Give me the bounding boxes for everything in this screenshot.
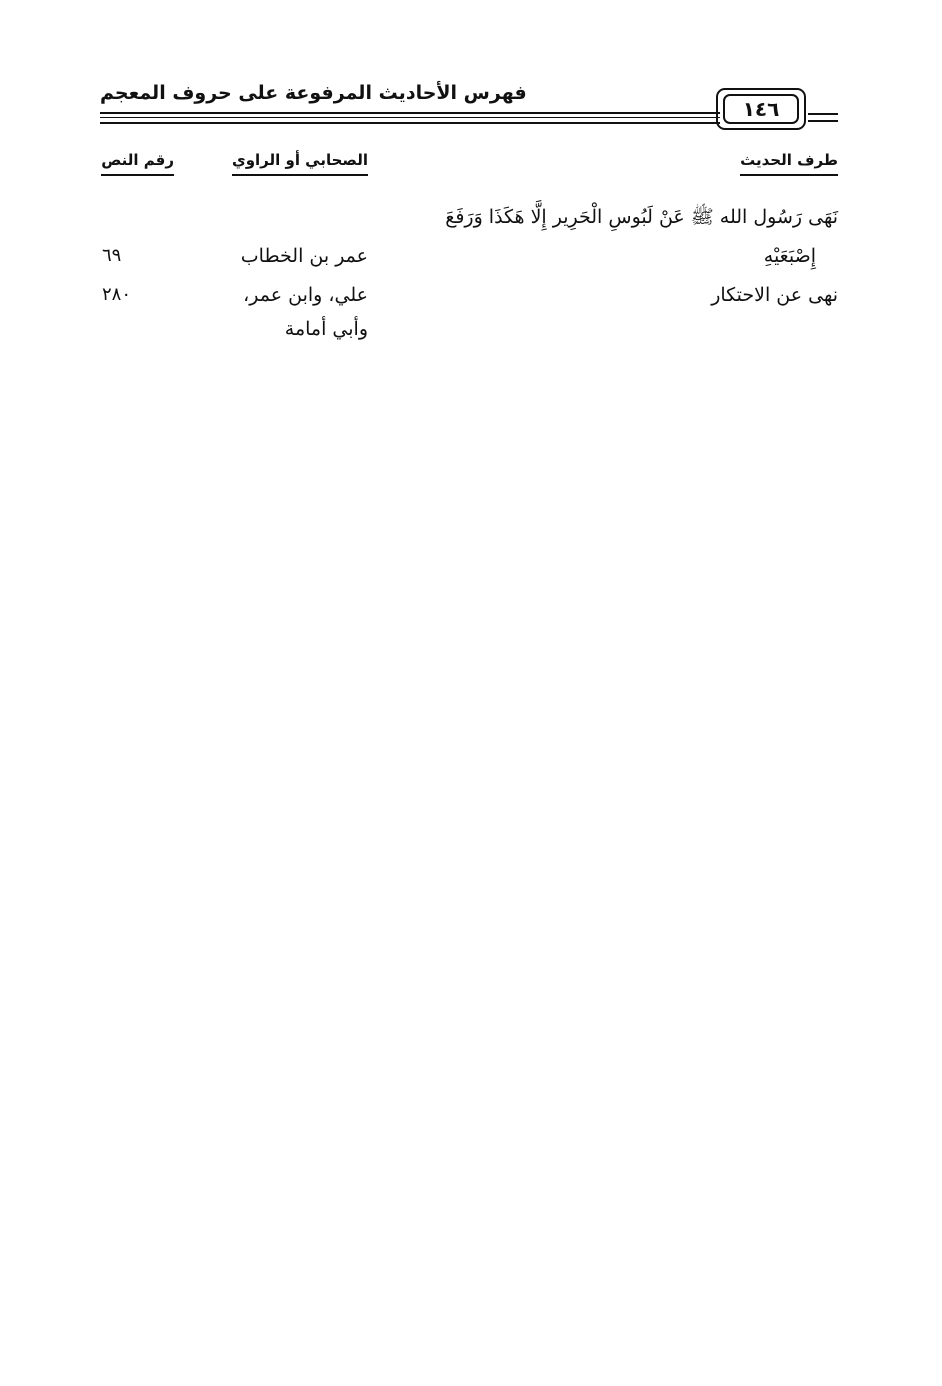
column-header-number: رقم النص: [101, 148, 174, 176]
entry-narrator-line: عمر بن الخطاب: [240, 245, 368, 267]
column-header-narrator: الصحابي أو الراوي: [232, 148, 368, 176]
entry-narrator-line: وأبي أمامة: [284, 318, 368, 340]
header-rule-line: [100, 122, 720, 124]
page-number-frame: [716, 88, 806, 130]
entry-narrator: [241, 239, 368, 273]
entry-narrator: [243, 278, 368, 346]
header-rule-end: [808, 113, 838, 123]
running-title: [100, 78, 530, 108]
header-rule: [100, 112, 720, 128]
entry-hadith-line: نَهَى رَسُول الله ﷺ عَنْ لَبُوسِ الْحَرِير إِلَّا هَكَذَا وَرَفَعَ: [445, 206, 838, 228]
entry-number: ٢٨٠: [102, 284, 132, 305]
entry-hadith: [445, 200, 838, 273]
entry-hadith: [711, 278, 838, 312]
header-rule-line: [808, 120, 838, 122]
header-rule-line: [100, 112, 720, 114]
entry-hadith-line: نهى عن الاحتكار: [711, 284, 838, 306]
entry-number: ٦٩: [102, 245, 122, 266]
header-rule-line: [808, 113, 838, 115]
entry-hadith-line: إِصْبَعَيْهِ: [763, 245, 816, 267]
header-rule-line: [100, 117, 720, 118]
page-number: ١٤٦: [723, 94, 799, 124]
running-title-text: فهرس الأحاديث المرفوعة على حروف المعجم: [100, 82, 527, 104]
entry-narrator-line: علي، وابن عمر،: [243, 284, 368, 306]
column-header-hadith: طرف الحديث: [740, 148, 838, 176]
